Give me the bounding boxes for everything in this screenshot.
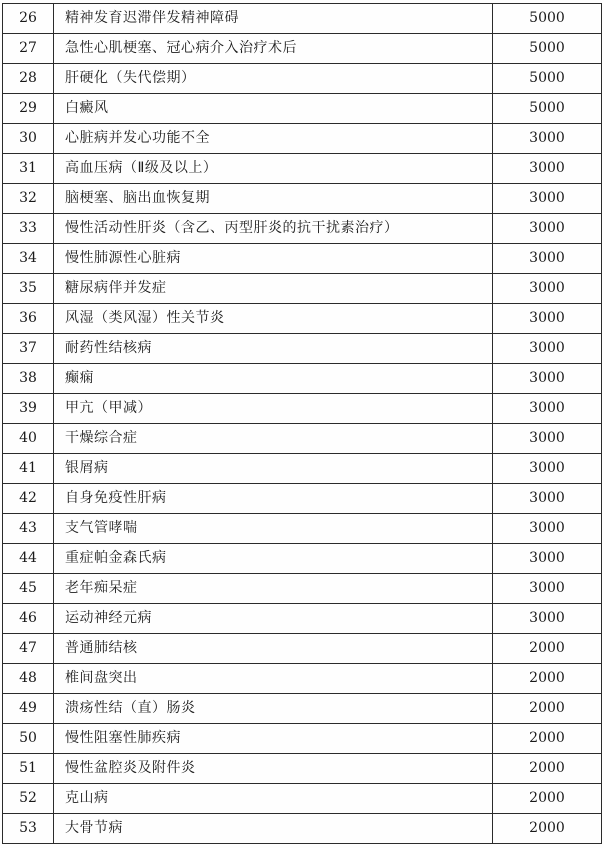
row-number-cell: 37 <box>3 334 54 364</box>
amount-cell: 3000 <box>493 394 602 424</box>
table-row <box>3 334 602 364</box>
table-row <box>3 754 602 784</box>
amount-cell: 3000 <box>493 304 602 334</box>
amount-cell: 5000 <box>493 94 602 124</box>
table-row <box>3 544 602 574</box>
table-row <box>3 514 602 544</box>
table-row <box>3 574 602 604</box>
disease-name-cell: 心脏病并发心功能不全 <box>54 124 493 154</box>
row-number-cell: 30 <box>3 124 54 154</box>
disease-name-cell: 白癜风 <box>54 94 493 124</box>
row-number-cell: 39 <box>3 394 54 424</box>
row-number-cell: 36 <box>3 304 54 334</box>
table-row <box>3 64 602 94</box>
amount-cell: 3000 <box>493 334 602 364</box>
amount-cell: 3000 <box>493 484 602 514</box>
table-row <box>3 724 602 754</box>
table-row <box>3 814 602 844</box>
disease-name-cell: 脑梗塞、脑出血恢复期 <box>54 184 493 214</box>
table-row <box>3 184 602 214</box>
row-number-cell: 38 <box>3 364 54 394</box>
table-row <box>3 154 602 184</box>
table-row <box>3 244 602 274</box>
amount-cell: 3000 <box>493 574 602 604</box>
amount-cell: 2000 <box>493 664 602 694</box>
row-number-cell: 42 <box>3 484 54 514</box>
row-number-cell: 47 <box>3 634 54 664</box>
table-row <box>3 484 602 514</box>
disease-name-cell: 普通肺结核 <box>54 634 493 664</box>
table-row <box>3 604 602 634</box>
table-row <box>3 4 602 34</box>
table-row <box>3 124 602 154</box>
amount-cell: 3000 <box>493 544 602 574</box>
disease-name-cell: 大骨节病 <box>54 814 493 844</box>
disease-name-cell: 重症帕金森氏病 <box>54 544 493 574</box>
table-body <box>3 4 602 844</box>
table-row <box>3 94 602 124</box>
disease-name-cell: 精神发育迟滞伴发精神障碍 <box>54 4 493 34</box>
row-number-cell: 51 <box>3 754 54 784</box>
disease-name-cell: 甲亢（甲减） <box>54 394 493 424</box>
table-row <box>3 304 602 334</box>
amount-cell: 2000 <box>493 634 602 664</box>
disease-name-cell: 运动神经元病 <box>54 604 493 634</box>
row-number-cell: 52 <box>3 784 54 814</box>
table-row <box>3 664 602 694</box>
disease-name-cell: 椎间盘突出 <box>54 664 493 694</box>
disease-name-cell: 支气管哮喘 <box>54 514 493 544</box>
disease-name-cell: 慢性肺源性心脏病 <box>54 244 493 274</box>
row-number-cell: 29 <box>3 94 54 124</box>
disease-name-cell: 风湿（类风湿）性关节炎 <box>54 304 493 334</box>
row-number-cell: 45 <box>3 574 54 604</box>
row-number-cell: 53 <box>3 814 54 844</box>
disease-name-cell: 耐药性结核病 <box>54 334 493 364</box>
disease-name-cell: 慢性阻塞性肺疾病 <box>54 724 493 754</box>
table-row <box>3 454 602 484</box>
disease-name-cell: 慢性盆腔炎及附件炎 <box>54 754 493 784</box>
disease-name-cell: 银屑病 <box>54 454 493 484</box>
amount-cell: 2000 <box>493 754 602 784</box>
amount-cell: 3000 <box>493 424 602 454</box>
disease-name-cell: 溃疡性结（直）肠炎 <box>54 694 493 724</box>
amount-cell: 2000 <box>493 814 602 844</box>
row-number-cell: 41 <box>3 454 54 484</box>
disease-name-cell: 肝硬化（失代偿期） <box>54 64 493 94</box>
disease-name-cell: 干燥综合症 <box>54 424 493 454</box>
table-row <box>3 274 602 304</box>
amount-cell: 3000 <box>493 364 602 394</box>
row-number-cell: 44 <box>3 544 54 574</box>
amount-cell: 3000 <box>493 604 602 634</box>
amount-cell: 3000 <box>493 274 602 304</box>
disease-name-cell: 克山病 <box>54 784 493 814</box>
table-row <box>3 634 602 664</box>
row-number-cell: 48 <box>3 664 54 694</box>
disease-amount-table <box>2 3 602 844</box>
row-number-cell: 27 <box>3 34 54 64</box>
row-number-cell: 28 <box>3 64 54 94</box>
table-row <box>3 214 602 244</box>
disease-name-cell: 老年痴呆症 <box>54 574 493 604</box>
amount-cell: 2000 <box>493 724 602 754</box>
disease-name-cell: 癫痫 <box>54 364 493 394</box>
disease-name-cell: 急性心肌梗塞、冠心病介入治疗术后 <box>54 34 493 64</box>
row-number-cell: 32 <box>3 184 54 214</box>
amount-cell: 2000 <box>493 784 602 814</box>
disease-name-cell: 高血压病（Ⅱ级及以上） <box>54 154 493 184</box>
table-row <box>3 34 602 64</box>
amount-cell: 5000 <box>493 34 602 64</box>
amount-cell: 3000 <box>493 154 602 184</box>
table-row <box>3 394 602 424</box>
amount-cell: 3000 <box>493 454 602 484</box>
row-number-cell: 34 <box>3 244 54 274</box>
table-row <box>3 784 602 814</box>
amount-cell: 3000 <box>493 124 602 154</box>
row-number-cell: 26 <box>3 4 54 34</box>
row-number-cell: 31 <box>3 154 54 184</box>
amount-cell: 3000 <box>493 184 602 214</box>
table-row <box>3 424 602 454</box>
table-row <box>3 694 602 724</box>
disease-name-cell: 糖尿病伴并发症 <box>54 274 493 304</box>
row-number-cell: 40 <box>3 424 54 454</box>
table-row <box>3 364 602 394</box>
row-number-cell: 46 <box>3 604 54 634</box>
amount-cell: 5000 <box>493 4 602 34</box>
row-number-cell: 49 <box>3 694 54 724</box>
row-number-cell: 50 <box>3 724 54 754</box>
amount-cell: 2000 <box>493 694 602 724</box>
amount-cell: 3000 <box>493 514 602 544</box>
row-number-cell: 33 <box>3 214 54 244</box>
amount-cell: 3000 <box>493 244 602 274</box>
row-number-cell: 35 <box>3 274 54 304</box>
row-number-cell: 43 <box>3 514 54 544</box>
disease-name-cell: 慢性活动性肝炎（含乙、丙型肝炎的抗干扰素治疗） <box>54 214 493 244</box>
amount-cell: 3000 <box>493 214 602 244</box>
disease-name-cell: 自身免疫性肝病 <box>54 484 493 514</box>
amount-cell: 5000 <box>493 64 602 94</box>
